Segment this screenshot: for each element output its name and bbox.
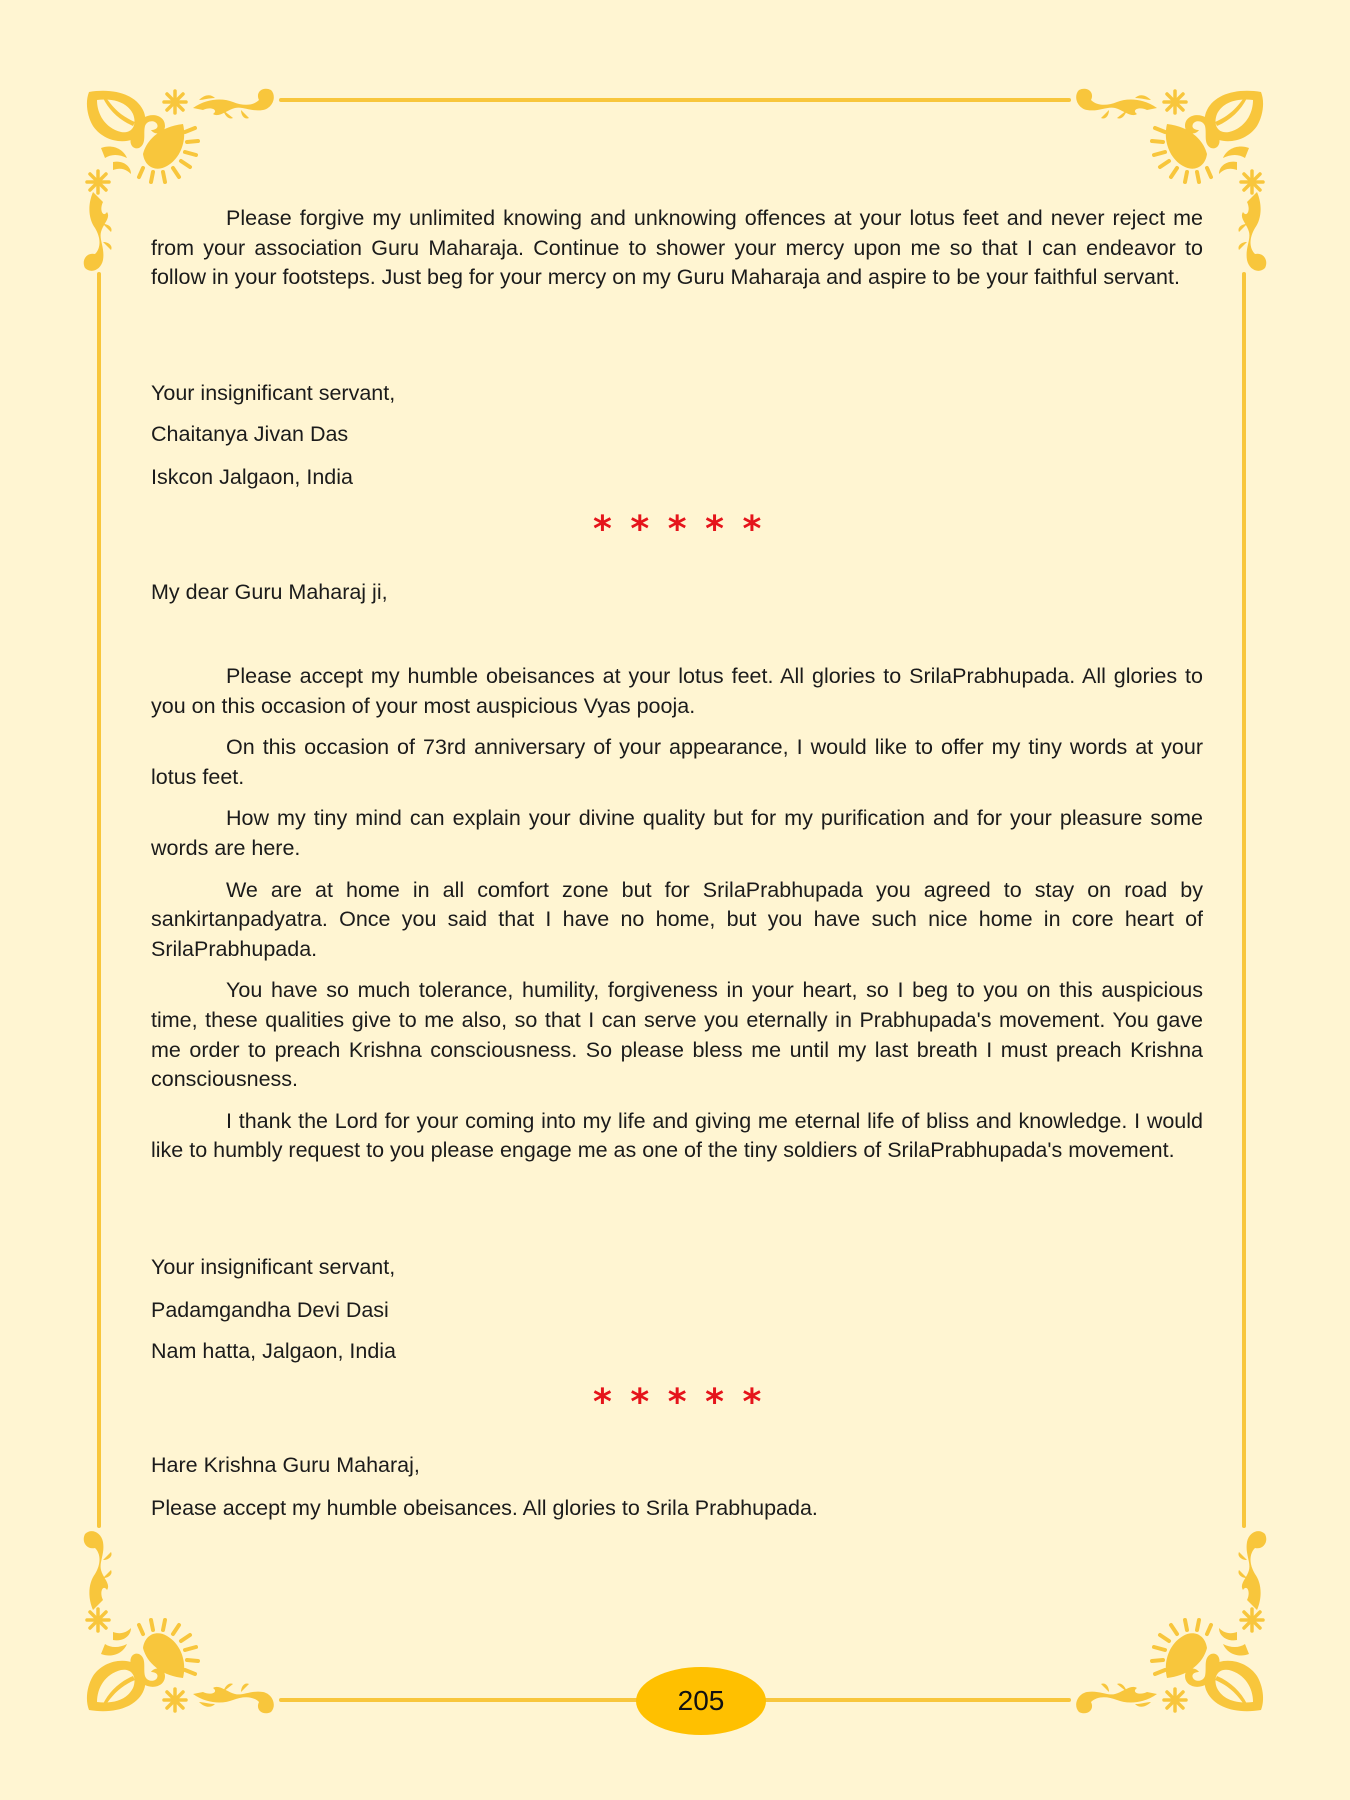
- floral-corner-ornament-icon: [1075, 1528, 1267, 1714]
- border-top-line: [279, 98, 1071, 102]
- letter2-signoff: Your insignificant servant,: [151, 1255, 396, 1279]
- letter3-salutation: Hare Krishna Guru Maharaj,: [151, 1453, 420, 1477]
- letter2-paragraph: On this occasion of 73rd anniversary of your appearance, I would like to offer my tiny words at your lotus feet.: [151, 735, 1203, 789]
- letter2-paragraph: You have so much tolerance, humility, forgiveness in your heart, so I beg to you on this auspicious time, these qualities give to me also, so that I can serve you eternally in Prabhupada's movement. You gave me order to preach Krishna consciousness. So please bless me until my last breath I must preach Krishna consciousness.: [151, 978, 1203, 1092]
- letter2-name: Padamgandha Devi Dasi: [151, 1298, 389, 1322]
- letter1-name: Chaitanya Jivan Das: [151, 422, 349, 446]
- letter3-first-line: Please accept my humble obeisances. All glories to Srila Prabhupada.: [151, 1496, 818, 1520]
- letter1-signoff: Your insignificant servant,: [151, 381, 396, 405]
- letter2-paragraph: How my tiny mind can explain your divine quality but for my purification and for your pleasure some words are here.: [151, 806, 1203, 860]
- floral-corner-ornament-icon: [83, 1528, 275, 1714]
- letter1-closing-paragraph: Please forgive my unlimited knowing and unknowing offences at your lotus feet and never reject me from your association Guru Maharaja. Continue to shower your mercy upon me so that I can endeavor to follow in your footsteps. Just beg for your mercy on my Guru Maharaja and aspire to be your faithful servant.: [151, 206, 1203, 290]
- letter2-body: [151, 662, 1203, 1166]
- letter1-location: Iskcon Jalgaon, India: [151, 465, 353, 489]
- section-separator: * * * * *: [593, 509, 762, 550]
- border-right-line: [1242, 272, 1246, 1528]
- page-number-badge: [636, 1667, 766, 1735]
- letter1-body: [151, 204, 1203, 293]
- letter2-paragraph: We are at home in all comfort zone but for SrilaPrabhupada you agreed to stay on road by sankirtanpadyatra. Once you said that I have no home, but you have such nice home in core heart of SrilaPrabhupada.: [151, 877, 1203, 961]
- page-number: 205: [677, 1685, 725, 1716]
- letter2-paragraph: I thank the Lord for your coming into my life and giving me eternal life of bliss and knowledge. I would like to humbly request to you please engage me as one of the tiny soldiers of SrilaPrabhupada's movement.: [151, 1108, 1203, 1163]
- letter2-location: Nam hatta, Jalgaon, India: [151, 1339, 397, 1363]
- border-bottom-line-right: [763, 1698, 1071, 1702]
- letter2-salutation: My dear Guru Maharaj ji,: [151, 580, 388, 604]
- border-bottom-line-left: [279, 1698, 639, 1702]
- border-left-line: [97, 272, 101, 1528]
- section-separator: * * * * *: [593, 1382, 762, 1423]
- letter2-paragraph: Please accept my humble obeisances at your lotus feet. All glories to SrilaPrabhupada. All glories to you on this occasion of your most auspicious Vyas pooja.: [151, 664, 1203, 718]
